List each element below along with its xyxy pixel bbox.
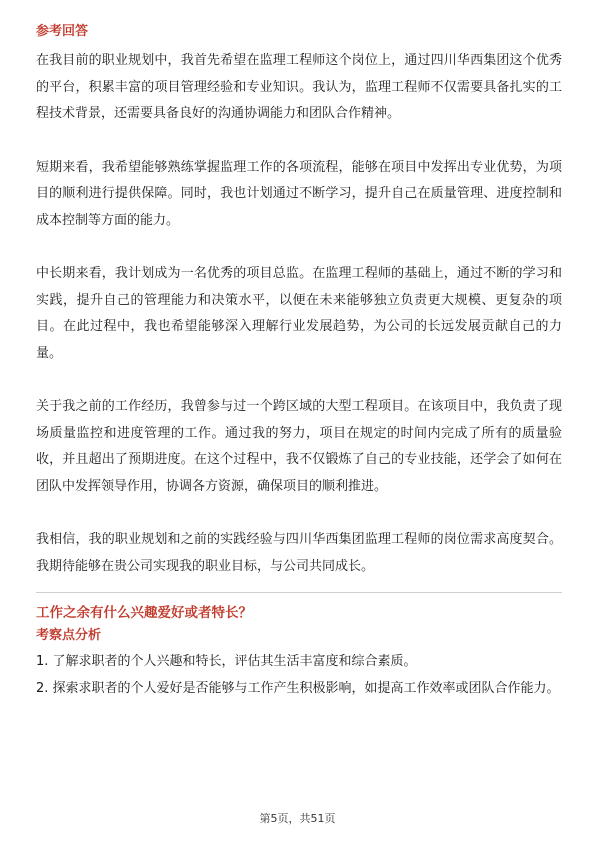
answer-paragraph-1: 在我目前的职业规划中，我首先希望在监理工程师这个岗位上，通过四川华西集团这个优秀的平台，积累丰富的项目管理经验和专业知识。我认为，监理工程师不仅需要具备扎实的工程技术背景，还需要具备良好的沟通协调能力和团队合作精神。 xyxy=(36,53,562,121)
analysis-heading: 考察点分析 xyxy=(36,628,102,643)
analysis-item-2: 2. 探索求职者的个人爱好是否能够与工作产生积极影响，如提高工作效率或团队合作能力。 xyxy=(36,680,560,696)
reference-answer-heading: 参考回答 xyxy=(36,24,89,39)
answer-paragraph-5: 我相信，我的职业规划和之前的实践经验与四川华西集团监理工程师的岗位需求高度契合。我期待能够在贵公司实现我的职业目标，与公司共同成长。 xyxy=(36,532,562,574)
answer-paragraph-2: 短期来看，我希望能够熟练掌握监理工作的各项流程，能够在项目中发挥出专业优势，为项目的顺利进行提供保障。同时，我也计划通过不断学习，提升自己在质量管理、进度控制和成本控制等方面的能力。 xyxy=(36,159,562,228)
interview-question: 工作之余有什么兴趣爱好或者特长？ xyxy=(36,605,252,621)
analysis-item-1: 1. 了解求职者的个人兴趣和特长，评估其生活丰富度和综合素质。 xyxy=(36,654,417,669)
answer-paragraph-3: 中长期来看，我计划成为一名优秀的项目总监。在监理工程师的基础上，通过不断的学习和实践，提升自己的管理能力和决策水平，以便在未来能够独立负责更大规模、更复杂的项目。在此过程中，我也希望能够深入理解行业发展趋势，为公司的长远发展贡献自己的力量。 xyxy=(36,266,562,361)
page-number-footer: 第5页，共51页 xyxy=(259,812,336,825)
answer-paragraph-4: 关于我之前的工作经历，我曾参与过一个跨区域的大型工程项目。在该项目中，我负责了现场质量监控和进度管理的工作。通过我的努力，项目在规定的时间内完成了所有的质量验收，并且超出了预期进度。在这个过程中，我不仅锻炼了自己的专业技能，还学会了如何在团队中发挥领导作用，协调各方资源，确保项目的顺利推进。 xyxy=(36,399,562,494)
section-divider xyxy=(36,592,562,593)
page-content xyxy=(36,22,562,702)
